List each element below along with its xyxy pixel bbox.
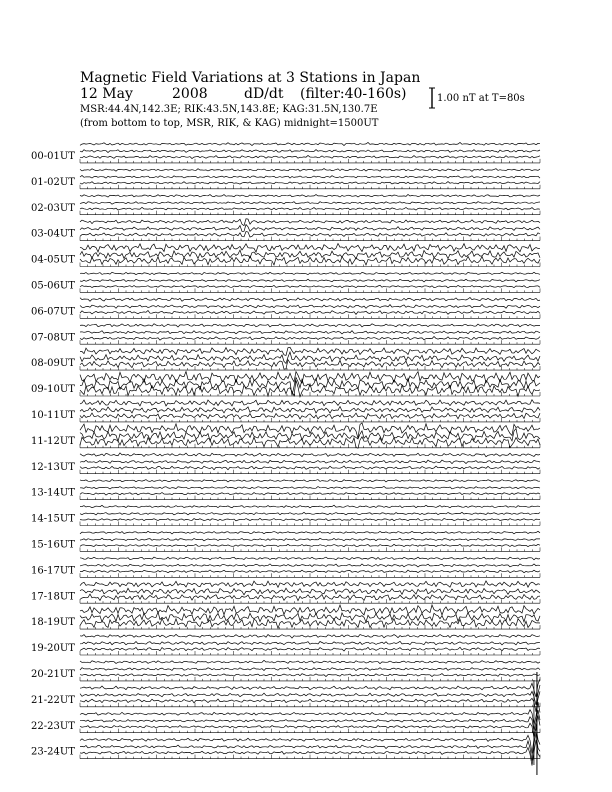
row-label: 21-22UT bbox=[31, 694, 75, 706]
row-label: 14-15UT bbox=[31, 513, 75, 525]
row-label: 17-18UT bbox=[31, 591, 75, 603]
trace-msr bbox=[80, 182, 540, 185]
row-label: 16-17UT bbox=[31, 565, 75, 577]
trace-msr bbox=[80, 466, 540, 470]
row-label: 12-13UT bbox=[31, 461, 75, 473]
trace-kag bbox=[80, 660, 540, 663]
trace-rik bbox=[80, 641, 540, 645]
trace-msr bbox=[80, 570, 540, 573]
trace-msr bbox=[80, 647, 540, 651]
trace-rik bbox=[80, 512, 540, 515]
filter-label: (filter:40-160s) bbox=[300, 86, 407, 102]
trace-kag bbox=[80, 347, 540, 355]
date-day-month: 12 May bbox=[80, 86, 133, 102]
scale-label: 1.00 nT at T=80s bbox=[437, 93, 525, 104]
trace-msr bbox=[80, 285, 540, 288]
row-label: 06-07UT bbox=[31, 306, 75, 318]
row-label: 11-12UT bbox=[31, 435, 75, 447]
trace-kag bbox=[80, 531, 540, 534]
trace-rik bbox=[80, 331, 540, 334]
trace-msr bbox=[80, 156, 540, 159]
trace-rik bbox=[80, 710, 540, 732]
trace-rik bbox=[80, 564, 540, 567]
row-label: 03-04UT bbox=[31, 228, 75, 240]
trace-rik bbox=[80, 176, 540, 179]
trace-kag bbox=[80, 195, 540, 198]
row-label: 09-10UT bbox=[31, 384, 75, 396]
trace-msr bbox=[80, 674, 540, 677]
trace-rik bbox=[80, 202, 540, 205]
trace-msr bbox=[80, 207, 540, 210]
trace-rik bbox=[80, 538, 540, 541]
trace-msr bbox=[80, 493, 540, 496]
trace-msr bbox=[80, 337, 540, 341]
trace-kag bbox=[80, 272, 540, 274]
trace-kag bbox=[80, 169, 540, 172]
trace-rik bbox=[80, 460, 540, 464]
trace-rik bbox=[80, 352, 540, 364]
trace-msr bbox=[80, 691, 540, 711]
trace-kag bbox=[80, 480, 540, 482]
row-label: 10-11UT bbox=[31, 410, 75, 421]
row-label: 13-14UT bbox=[31, 487, 75, 499]
trace-rik bbox=[80, 225, 540, 232]
trace-rik bbox=[80, 612, 540, 622]
trace-rik bbox=[80, 668, 540, 671]
trace-kag bbox=[80, 679, 540, 697]
trace-kag bbox=[80, 372, 540, 384]
row-label: 05-06UT bbox=[31, 280, 75, 292]
station-coordinates: MSR:44.4N,142.3E; RIK:43.5N,143.8E; KAG:31.5N,130.7E bbox=[80, 104, 378, 115]
trace-rik bbox=[80, 150, 540, 153]
trace-kag bbox=[80, 400, 540, 406]
row-label: 02-03UT bbox=[31, 202, 75, 214]
trace-msr bbox=[80, 518, 540, 521]
trace-kag bbox=[80, 505, 540, 508]
trace-msr bbox=[80, 716, 540, 739]
row-label: 19-20UT bbox=[31, 643, 75, 655]
date-year: 2008 bbox=[172, 86, 208, 102]
trace-rik bbox=[80, 486, 540, 489]
row-label: 00-01UT bbox=[31, 151, 75, 162]
trace-msr bbox=[80, 311, 540, 315]
station-order-note: (from bottom to top, MSR, RIK, & KAG) midnight=1500UT bbox=[80, 118, 379, 129]
row-label: 18-19UT bbox=[31, 617, 75, 629]
row-label: 04-05UT bbox=[31, 254, 75, 266]
chart-title: Magnetic Field Variations at 3 Stations in Japan bbox=[80, 70, 421, 86]
trace-msr bbox=[80, 232, 540, 238]
trace-rik bbox=[80, 588, 540, 595]
trace-kag bbox=[80, 298, 540, 302]
trace-rik bbox=[80, 407, 540, 414]
trace-kag bbox=[80, 453, 540, 457]
row-label: 22-23UT bbox=[31, 720, 75, 732]
trace-msr bbox=[80, 740, 540, 766]
trace-rik bbox=[80, 305, 540, 309]
trace-kag bbox=[80, 581, 540, 587]
trace-kag bbox=[80, 143, 540, 146]
trace-msr bbox=[80, 544, 540, 546]
row-label: 01-02UT bbox=[31, 176, 75, 188]
trace-kag bbox=[80, 324, 540, 327]
row-label: 20-21UT bbox=[31, 669, 75, 680]
quantity-label: dD/dt bbox=[244, 86, 284, 102]
row-label: 15-16UT bbox=[31, 539, 75, 551]
trace-kag bbox=[80, 634, 540, 638]
row-label: 07-08UT bbox=[31, 332, 75, 344]
trace-rik bbox=[80, 279, 540, 282]
trace-kag bbox=[80, 244, 540, 253]
row-label: 23-24UT bbox=[31, 746, 75, 758]
trace-kag bbox=[80, 219, 540, 226]
row-label: 08-09UT bbox=[31, 358, 75, 370]
trace-kag bbox=[80, 557, 540, 560]
